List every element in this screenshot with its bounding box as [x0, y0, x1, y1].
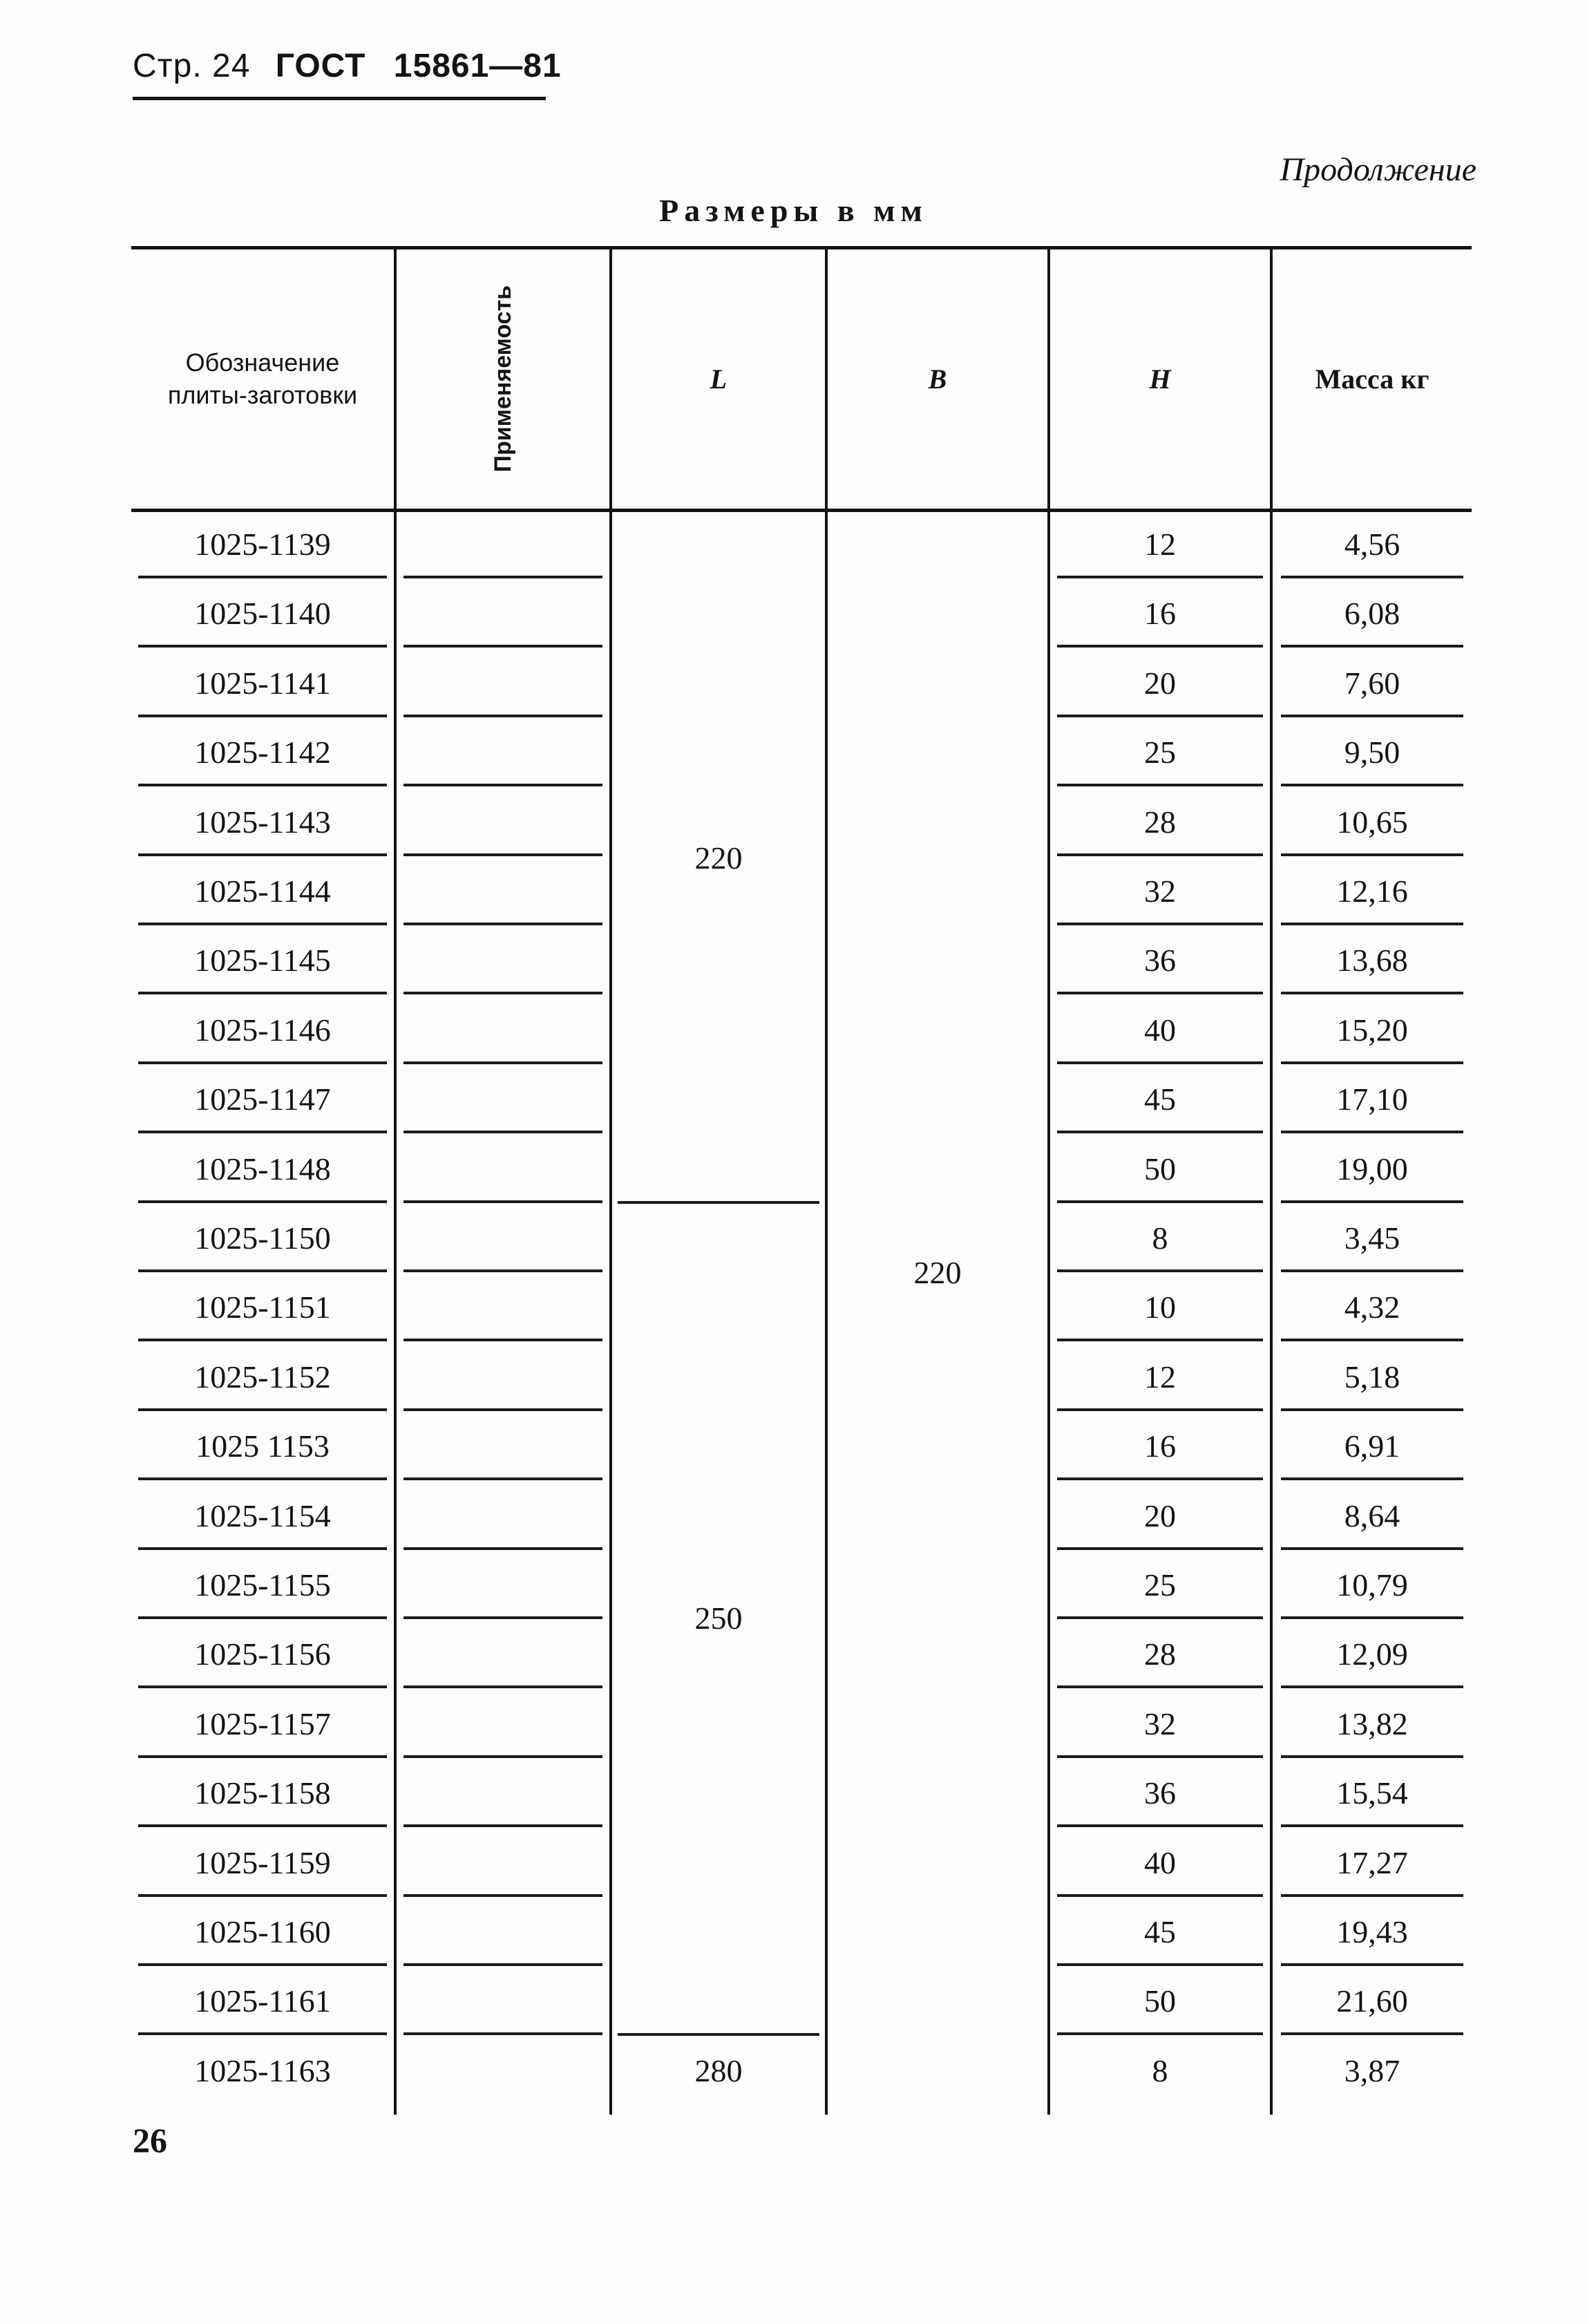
- H-cell: 20: [1144, 665, 1176, 701]
- mass-rule: [1281, 1547, 1463, 1550]
- applicability-rule: [403, 1963, 602, 1966]
- mass-cell: 15,20: [1336, 1012, 1408, 1048]
- H-cell: 32: [1144, 1706, 1176, 1741]
- mass-rule: [1281, 1894, 1463, 1897]
- mass-cell: 17,10: [1336, 1081, 1408, 1117]
- H-rule: [1057, 1616, 1263, 1619]
- designation-rule: [138, 992, 387, 994]
- applicability-rule: [403, 576, 602, 578]
- L-group-divider: [618, 2033, 819, 2036]
- mass-cell: 5,18: [1344, 1359, 1400, 1395]
- continuation-note: Продолжение: [1280, 151, 1476, 188]
- designation-cell: 1025-1155: [194, 1567, 331, 1603]
- column-rule: [825, 246, 828, 2115]
- H-rule: [1057, 1963, 1263, 1966]
- applicability-rule: [403, 2032, 602, 2035]
- mass-cell: 13,68: [1336, 943, 1408, 978]
- designation-cell: 1025-1144: [194, 873, 331, 909]
- H-cell: 20: [1144, 1498, 1176, 1533]
- H-cell: 32: [1144, 873, 1176, 909]
- L-group-220: 220: [694, 840, 743, 876]
- mass-rule: [1281, 1616, 1463, 1619]
- column-rule: [1047, 246, 1050, 2115]
- designation-rule: [138, 1131, 387, 1133]
- designation-rule: [138, 1269, 387, 1272]
- applicability-rule: [403, 1269, 602, 1272]
- dimensions-table: [131, 246, 1472, 2110]
- header-L: L: [710, 363, 728, 395]
- designation-cell: 1025-1140: [194, 596, 331, 631]
- header-mass: Масса кг: [1315, 363, 1429, 395]
- H-rule: [1057, 1408, 1263, 1411]
- designation-rule: [138, 1616, 387, 1619]
- running-head-rule: [133, 97, 546, 100]
- H-cell: 40: [1144, 1845, 1176, 1880]
- mass-cell: 8,64: [1344, 1498, 1400, 1533]
- mass-rule: [1281, 2032, 1463, 2035]
- H-cell: 36: [1144, 1775, 1176, 1811]
- H-rule: [1057, 1477, 1263, 1480]
- designation-cell: 1025-1163: [194, 2053, 331, 2088]
- applicability-rule: [403, 1824, 602, 1827]
- H-rule: [1057, 923, 1263, 925]
- mass-rule: [1281, 1269, 1463, 1272]
- mass-cell: 12,09: [1336, 1636, 1408, 1672]
- applicability-rule: [403, 923, 602, 925]
- mass-rule: [1281, 1963, 1463, 1966]
- H-rule: [1057, 1200, 1263, 1203]
- designation-cell: 1025-1161: [194, 1983, 331, 2019]
- designation-cell: 1025-1139: [194, 527, 331, 562]
- mass-cell: 19,43: [1336, 1914, 1408, 1949]
- mass-cell: 3,87: [1344, 2053, 1400, 2088]
- mass-rule: [1281, 1131, 1463, 1133]
- L-group-280: 280: [694, 2052, 743, 2088]
- designation-rule: [138, 715, 387, 717]
- designation-cell: 1025-1148: [194, 1151, 331, 1187]
- units-caption: Размеры в мм: [659, 193, 928, 228]
- page-label: Стр. 24: [133, 48, 251, 84]
- header-applicability: Применяемость: [489, 285, 516, 473]
- H-rule: [1057, 715, 1263, 717]
- L-group-250: 250: [694, 1600, 743, 1636]
- mass-rule: [1281, 715, 1463, 717]
- H-cell: 12: [1144, 1359, 1176, 1395]
- column-rule: [609, 246, 612, 2115]
- H-rule: [1057, 645, 1263, 648]
- H-cell: 8: [1152, 1220, 1168, 1256]
- H-rule: [1057, 1894, 1263, 1897]
- applicability-rule: [403, 1755, 602, 1758]
- mass-rule: [1281, 1200, 1463, 1203]
- designation-cell: 1025-1158: [194, 1775, 331, 1811]
- H-cell: 40: [1144, 1012, 1176, 1048]
- designation-cell: 1025-1151: [194, 1289, 331, 1325]
- designation-rule: [138, 1685, 387, 1688]
- designation-rule: [138, 923, 387, 925]
- running-head: [133, 47, 562, 85]
- designation-cell: 1025-1143: [194, 804, 331, 840]
- H-rule: [1057, 1131, 1263, 1133]
- designation-rule: [138, 576, 387, 578]
- designation-rule: [138, 1894, 387, 1897]
- column-rule: [1270, 246, 1273, 2115]
- mass-rule: [1281, 1061, 1463, 1064]
- H-cell: 45: [1144, 1081, 1176, 1117]
- designation-rule: [138, 1477, 387, 1480]
- H-cell: 45: [1144, 1914, 1176, 1949]
- mass-cell: 7,60: [1344, 665, 1400, 701]
- H-cell: 12: [1144, 527, 1176, 562]
- mass-cell: 6,08: [1344, 596, 1400, 631]
- applicability-rule: [403, 1477, 602, 1480]
- mass-rule: [1281, 1755, 1463, 1758]
- H-cell: 36: [1144, 943, 1176, 978]
- mass-cell: 6,91: [1344, 1428, 1400, 1464]
- H-rule: [1057, 576, 1263, 578]
- designation-cell: 1025-1152: [194, 1359, 331, 1395]
- applicability-rule: [403, 715, 602, 717]
- mass-cell: 4,56: [1344, 527, 1400, 562]
- designation-rule: [138, 2032, 387, 2035]
- designation-cell: 1025-1150: [194, 1220, 331, 1256]
- H-cell: 25: [1144, 735, 1176, 770]
- page-number: 26: [133, 2121, 167, 2160]
- designation-rule: [138, 1339, 387, 1341]
- mass-cell: 13,82: [1336, 1706, 1408, 1741]
- designation-rule: [138, 784, 387, 786]
- mass-rule: [1281, 923, 1463, 925]
- H-rule: [1057, 853, 1263, 856]
- H-cell: 50: [1144, 1151, 1176, 1187]
- H-cell: 8: [1152, 2053, 1168, 2088]
- mass-cell: 10,65: [1336, 804, 1408, 840]
- applicability-rule: [403, 1547, 602, 1550]
- designation-rule: [138, 1547, 387, 1550]
- header-designation: Обозначение плиты-заготовки: [167, 348, 358, 409]
- H-rule: [1057, 1547, 1263, 1550]
- designation-cell: 1025-1147: [194, 1081, 331, 1117]
- designation-rule: [138, 1408, 387, 1411]
- mass-cell: 15,54: [1336, 1775, 1408, 1811]
- mass-rule: [1281, 1339, 1463, 1341]
- H-cell: 10: [1144, 1289, 1176, 1325]
- designation-rule: [138, 1200, 387, 1203]
- applicability-rule: [403, 1131, 602, 1133]
- designation-cell: 1025-1160: [194, 1914, 331, 1949]
- mass-rule: [1281, 992, 1463, 994]
- L-group-divider: [618, 1201, 819, 1204]
- mass-rule: [1281, 1824, 1463, 1827]
- mass-cell: 12,16: [1336, 873, 1408, 909]
- H-rule: [1057, 2032, 1263, 2035]
- designation-rule: [138, 1824, 387, 1827]
- designation-cell: 1025-1159: [194, 1845, 331, 1880]
- applicability-rule: [403, 1339, 602, 1341]
- applicability-rule: [403, 853, 602, 856]
- designation-cell: 1025-1154: [194, 1498, 331, 1533]
- designation-cell: 1025-1146: [194, 1012, 331, 1048]
- H-cell: 28: [1144, 804, 1176, 840]
- mass-rule: [1281, 576, 1463, 578]
- designation-cell: 1025-1156: [194, 1636, 331, 1672]
- designation-rule: [138, 853, 387, 856]
- H-cell: 16: [1144, 1428, 1176, 1464]
- H-cell: 25: [1144, 1567, 1176, 1603]
- H-rule: [1057, 1339, 1263, 1341]
- applicability-rule: [403, 1408, 602, 1411]
- H-rule: [1057, 1755, 1263, 1758]
- designation-rule: [138, 1755, 387, 1758]
- mass-rule: [1281, 1685, 1463, 1688]
- mass-cell: 10,79: [1336, 1567, 1408, 1603]
- H-cell: 28: [1144, 1636, 1176, 1672]
- mass-cell: 19,00: [1336, 1151, 1408, 1187]
- header-H: H: [1149, 363, 1171, 395]
- designation-cell: 1025-1157: [194, 1706, 331, 1741]
- mass-cell: 21,60: [1336, 1983, 1408, 2019]
- mass-rule: [1281, 645, 1463, 648]
- mass-rule: [1281, 1408, 1463, 1411]
- applicability-rule: [403, 1616, 602, 1619]
- mass-rule: [1281, 853, 1463, 856]
- designation-cell: 1025 1153: [196, 1428, 330, 1464]
- applicability-rule: [403, 1685, 602, 1688]
- H-cell: 50: [1144, 1983, 1176, 2019]
- H-rule: [1057, 1685, 1263, 1688]
- mass-rule: [1281, 1477, 1463, 1480]
- B-value: 220: [913, 1254, 962, 1290]
- applicability-rule: [403, 784, 602, 786]
- H-cell: 16: [1144, 596, 1176, 631]
- H-rule: [1057, 1269, 1263, 1272]
- designation-cell: 1025-1145: [194, 943, 331, 978]
- applicability-rule: [403, 645, 602, 648]
- applicability-rule: [403, 992, 602, 994]
- designation-cell: 1025-1142: [194, 735, 331, 770]
- mass-cell: 4,32: [1344, 1289, 1400, 1325]
- H-rule: [1057, 1061, 1263, 1064]
- header-B: B: [928, 363, 947, 395]
- designation-rule: [138, 1061, 387, 1064]
- column-rule: [394, 246, 397, 2115]
- applicability-rule: [403, 1200, 602, 1203]
- standard-name: ГОСТ: [275, 48, 366, 84]
- mass-cell: 17,27: [1336, 1845, 1408, 1880]
- mass-rule: [1281, 784, 1463, 786]
- designation-rule: [138, 1963, 387, 1966]
- H-rule: [1057, 992, 1263, 994]
- designation-rule: [138, 645, 387, 648]
- mass-cell: 3,45: [1344, 1220, 1400, 1256]
- applicability-rule: [403, 1894, 602, 1897]
- H-rule: [1057, 1824, 1263, 1827]
- applicability-rule: [403, 1061, 602, 1064]
- mass-cell: 9,50: [1344, 735, 1400, 770]
- H-rule: [1057, 784, 1263, 786]
- standard-number: 15861—81: [393, 48, 562, 84]
- designation-cell: 1025-1141: [194, 665, 331, 701]
